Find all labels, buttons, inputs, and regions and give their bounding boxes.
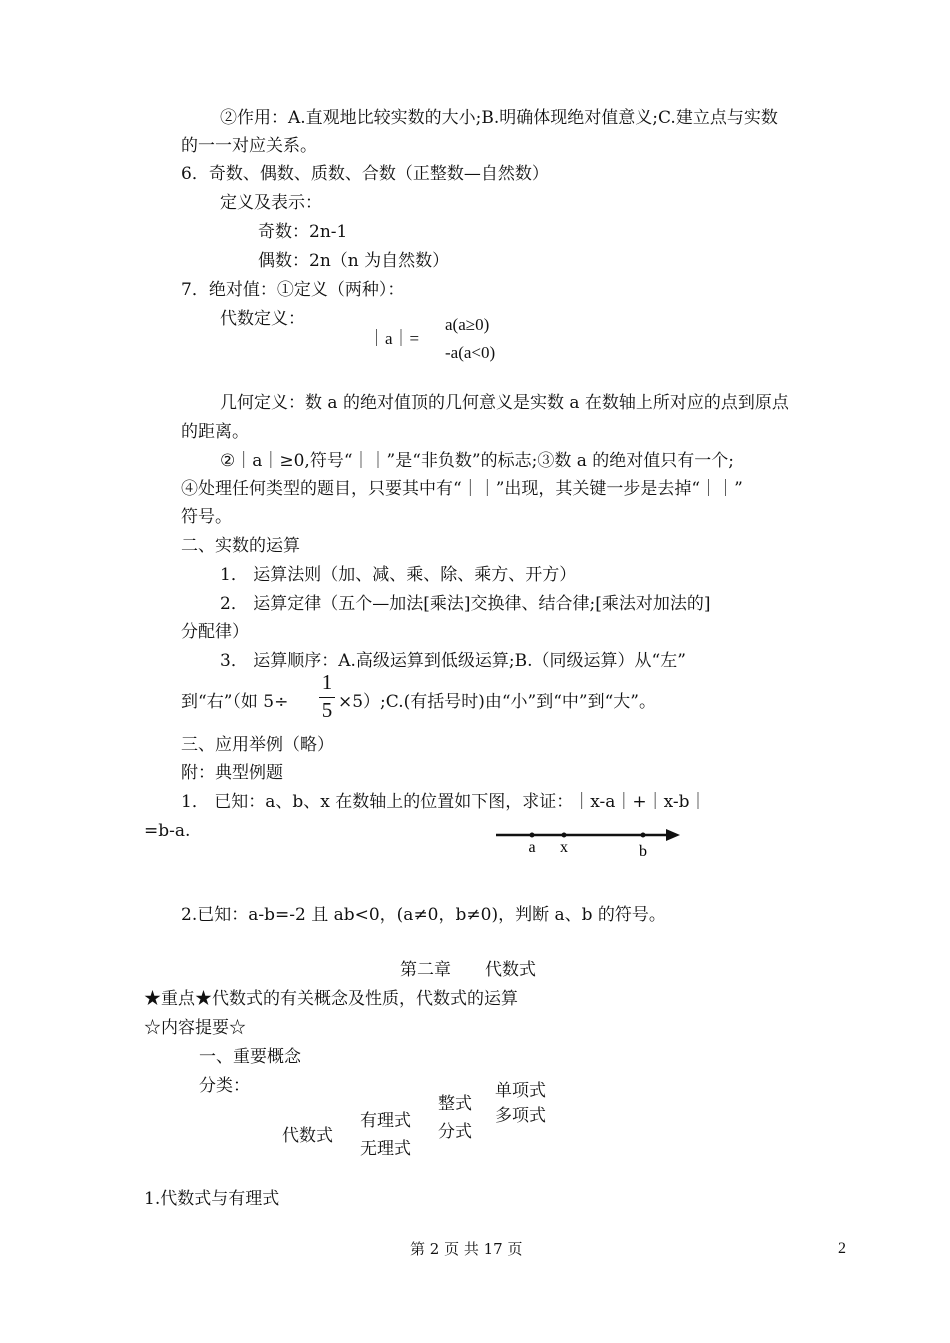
text-line: 到“右”（如 5÷ <box>181 692 289 712</box>
text-line: ②作用：A.直观地比较实数的大小;B.明确体现绝对值意义;C.建立点与实数 <box>220 108 778 128</box>
text-line: 定义及表示： <box>220 193 322 213</box>
tree-integral: 整式 <box>438 1094 472 1114</box>
text-line: ×5）;C.(有括号时)由“小”到“中”到“大”。 <box>338 692 657 712</box>
label-x: x <box>560 839 568 856</box>
text-line: 分类： <box>199 1076 250 1096</box>
text-line: 7．绝对值：①定义（两种）： <box>181 280 405 300</box>
abs-case-nonnegative: a(a≥0) <box>445 315 490 334</box>
section-heading: 二、实数的运算 <box>181 536 300 556</box>
text-line: 1． 已知：a、b、x 在数轴上的位置如下图，求证：｜x-a｜+｜x-b｜ <box>181 792 707 812</box>
text-line: 1． 运算法则（加、减、乘、除、乘方、开方） <box>220 565 577 585</box>
text-line: 的一一对应关系。 <box>181 136 317 156</box>
text-line: 代数定义： <box>220 309 305 329</box>
tree-polynomial: 多项式 <box>495 1106 546 1126</box>
text-line: ☆内容提要☆ <box>144 1018 246 1038</box>
text-line: 符号。 <box>181 507 232 527</box>
tree-root: 代数式 <box>282 1126 333 1146</box>
number-line-diagram <box>490 820 690 865</box>
text-line: 分配律） <box>181 622 249 642</box>
text-line: 奇数：2n-1 <box>258 222 348 242</box>
section-heading: 一、重要概念 <box>199 1047 301 1067</box>
text-line: 偶数：2n（n 为自然数） <box>258 251 450 271</box>
section-heading: 三、应用举例（略） <box>181 735 334 755</box>
label-a: a <box>528 839 536 856</box>
text-line: 附：典型例题 <box>181 763 283 783</box>
abs-case-negative: -a(a<0) <box>445 343 496 362</box>
text-line: 1.代数式与有理式 <box>144 1189 280 1209</box>
tree-fraction: 分式 <box>438 1122 472 1142</box>
footer-page-number: 2 <box>838 1240 846 1257</box>
number-line-arrow <box>666 829 680 841</box>
tree-rational: 有理式 <box>360 1111 411 1131</box>
text-line: 几何定义：数 a 的绝对值顶的几何意义是实数 a 在数轴上所对应的点到原点 <box>220 393 789 413</box>
point-a <box>530 833 535 838</box>
point-x <box>562 833 567 838</box>
label-b: b <box>639 843 647 860</box>
text-line: 2． 运算定律（五个—加法[乘法]交换律、结合律;[乘法对加法的] <box>220 594 711 614</box>
text-line: ②｜a｜≥0,符号“｜｜”是“非负数”的标志;③数 a 的绝对值只有一个; <box>220 451 734 471</box>
fraction-numerator: 1 <box>321 670 333 694</box>
text-line: ④处理任何类型的题目，只要其中有“｜｜”出现，其关键一步是去掉“｜｜” <box>181 479 743 499</box>
text-line: =b-a. <box>144 821 191 841</box>
text-line: 3． 运算顺序：A.高级运算到低级运算;B.（同级运算）从“左” <box>220 651 686 671</box>
fraction-denominator: 5 <box>321 698 333 722</box>
text-line: 的距离。 <box>181 422 249 442</box>
chapter-title: 第二章 代数式 <box>400 960 536 980</box>
text-line: ★重点★代数式的有关概念及性质，代数式的运算 <box>144 989 518 1009</box>
tree-irrational: 无理式 <box>360 1139 411 1159</box>
footer-page-text: 第 2 页 共 17 页 <box>410 1240 523 1258</box>
text-line: 6．奇数、偶数、质数、合数（正整数—自然数） <box>181 164 549 184</box>
text-line: 2.已知：a-b=-2 且 ab<0，(a≠0，b≠0)，判断 a、b 的符号。 <box>181 905 666 925</box>
point-b <box>641 833 646 838</box>
abs-value-lhs: ｜a｜= <box>368 329 420 348</box>
tree-monomial: 单项式 <box>495 1081 546 1101</box>
